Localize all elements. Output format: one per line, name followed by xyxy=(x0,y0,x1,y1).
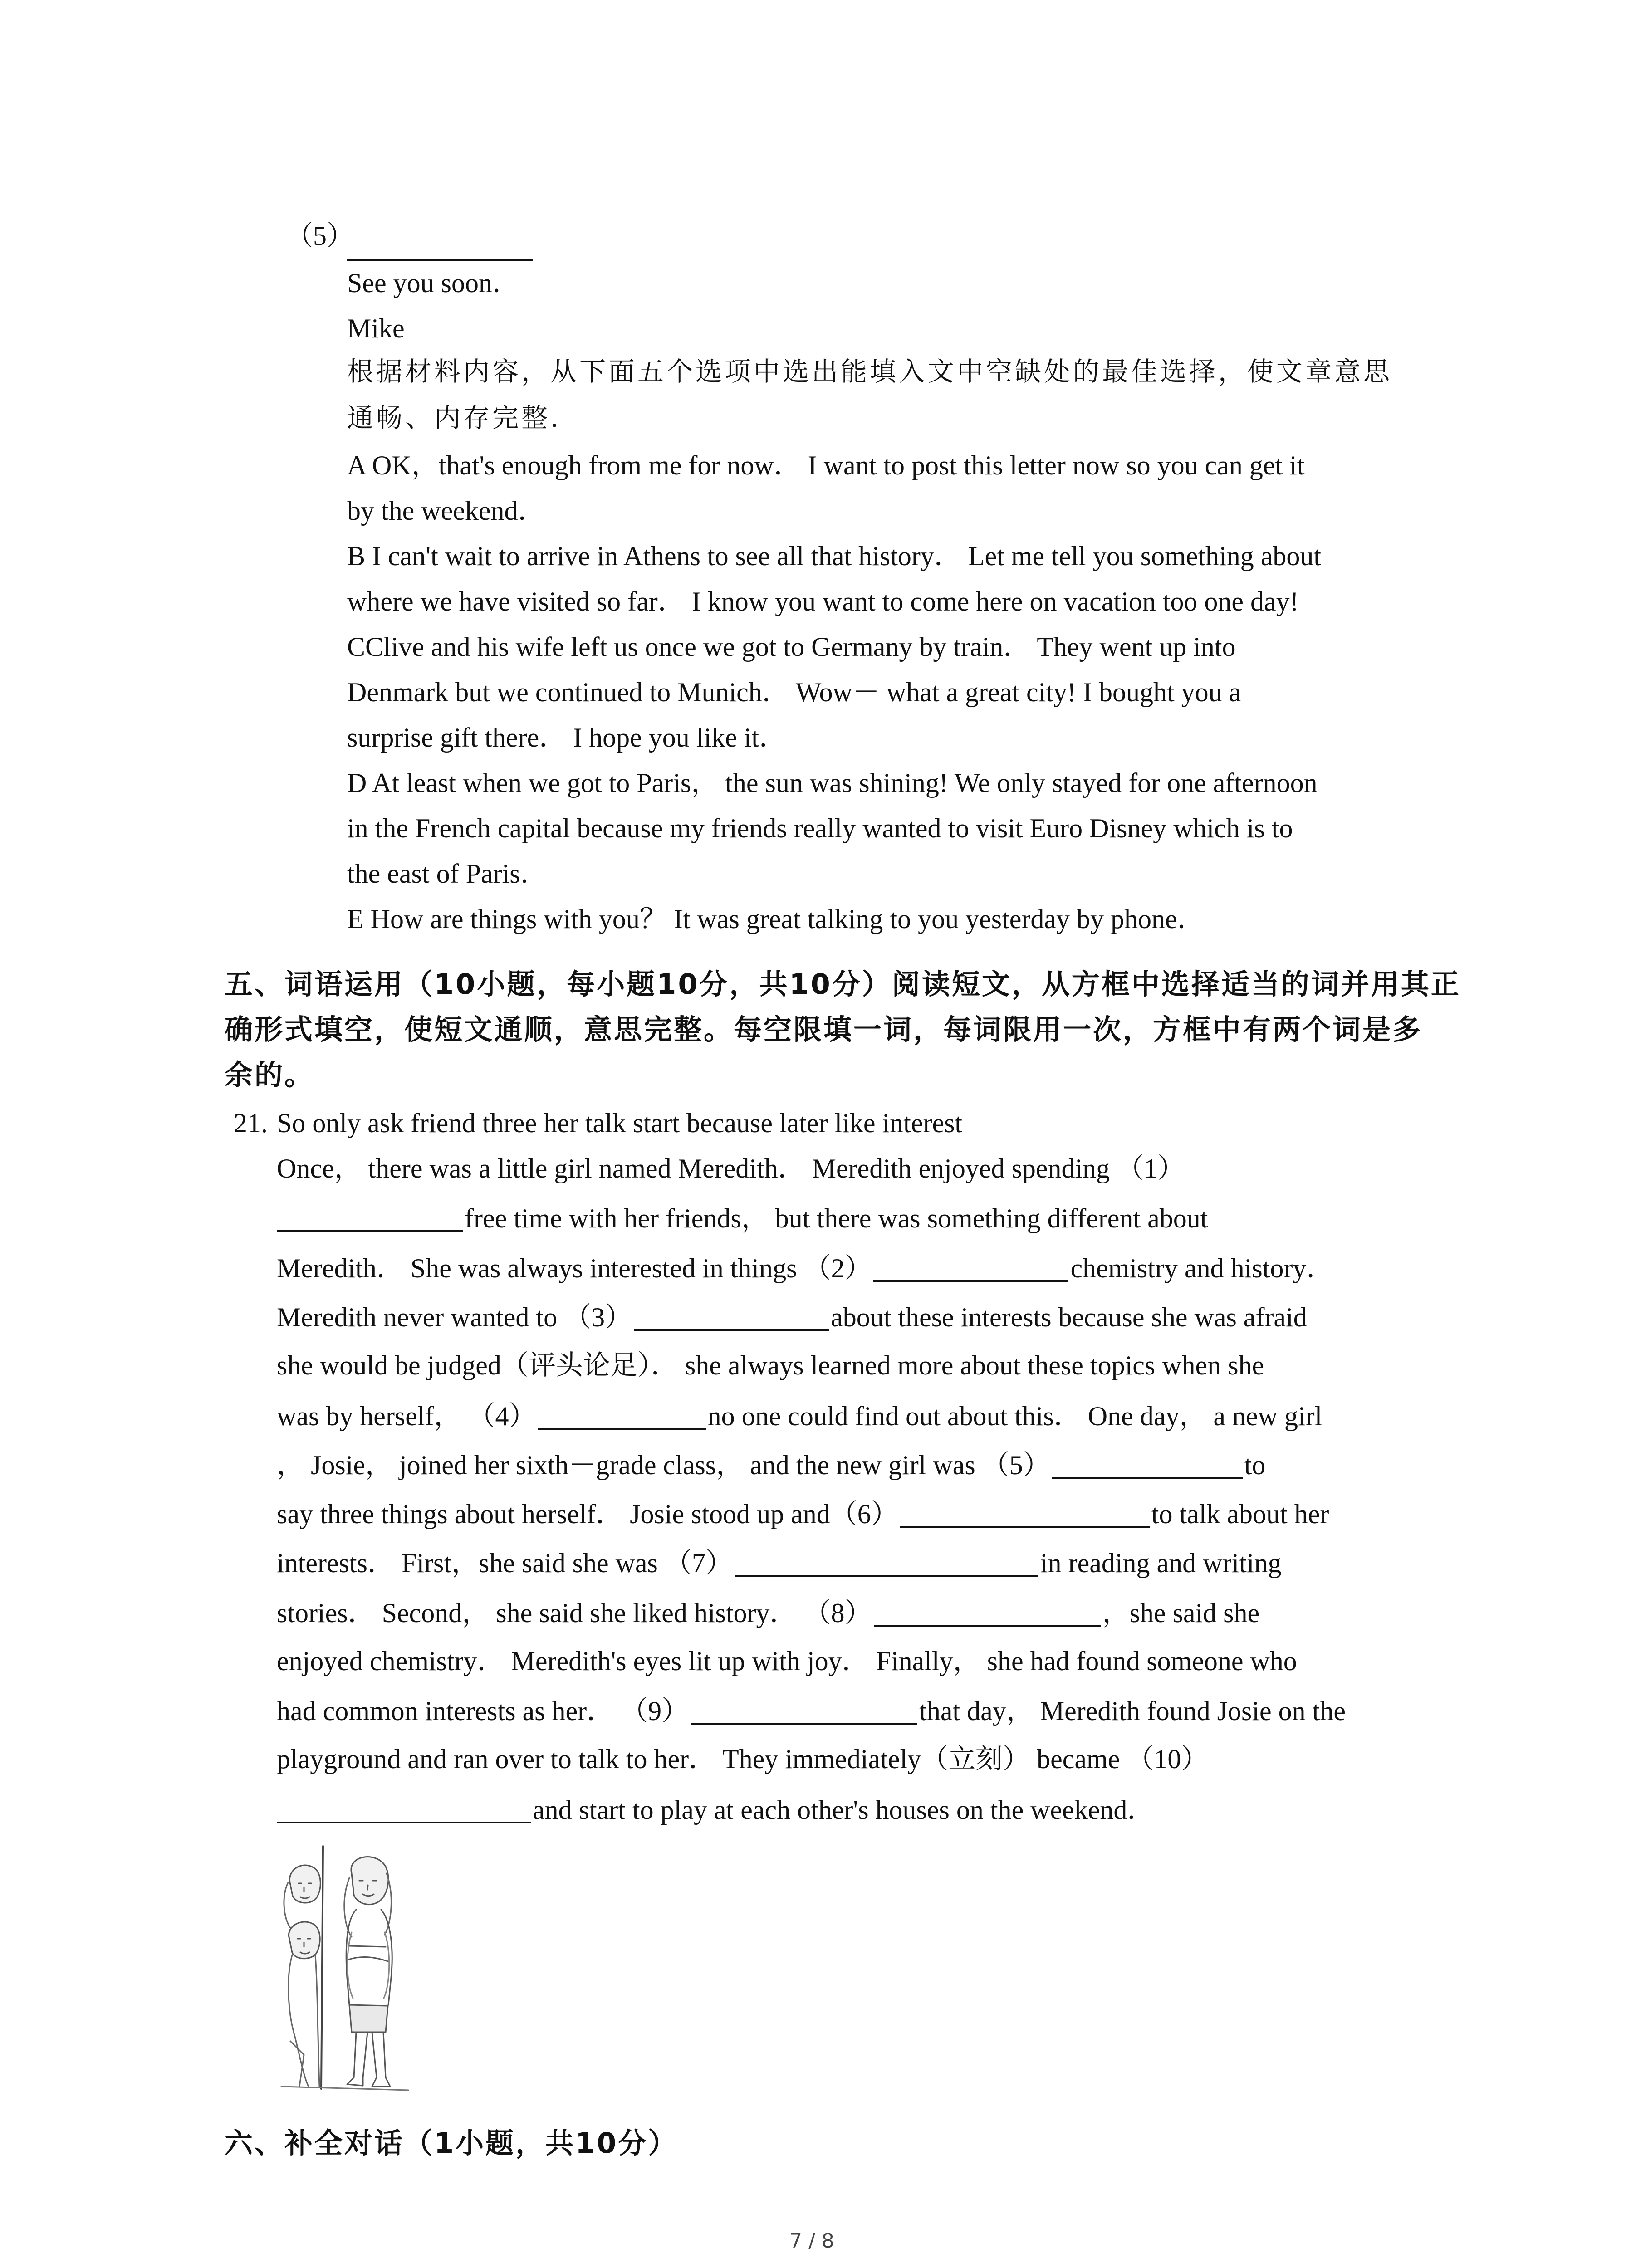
option-d-line-3: the east of Paris． xyxy=(347,859,548,889)
option-a-line-1: A OK，that's enough from me for now． I want to post this letter now so you can get it xyxy=(347,450,1305,480)
word-bank: So only ask friend three her talk start because later like interest xyxy=(277,1108,963,1138)
blank-10[interactable] xyxy=(277,1795,531,1823)
passage-line-12: had common interests as her． （9） that day， Meredith found Josie on the xyxy=(277,1696,1346,1726)
blank-5[interactable] xyxy=(1052,1451,1243,1479)
option-c-line-3: surprise gift there． I hope you like it． xyxy=(347,723,787,753)
blank-7[interactable] xyxy=(735,1549,1038,1577)
passage-line-6: was by herself， （4） no one could find out about this． One day， a new girl xyxy=(277,1401,1323,1431)
instruction-line-2: 通畅、内存完整． xyxy=(347,402,580,433)
passage-line-3: Meredith． She was always interested in things （2） chemistry and history． xyxy=(277,1253,1334,1283)
passage-line-10: stories． Second， she said she liked history． （8） ，she said she xyxy=(277,1598,1260,1628)
blank-3[interactable] xyxy=(634,1303,829,1331)
girls-sketch-illustration xyxy=(272,1842,417,2096)
blank-8[interactable] xyxy=(874,1598,1101,1627)
section5-heading-line-1: 五、词语运用（10小题，每小题10分，共10分）阅读短文，从方框中选择适当的词并用其正 xyxy=(225,968,1461,1001)
passage-line-5: she would be judged（评头论足）． she always learned more about these topics when she xyxy=(277,1350,1264,1380)
passage-line-1: Once， there was a little girl named Meredith． Meredith enjoyed spending （1） xyxy=(277,1154,1185,1183)
letter-signature: Mike xyxy=(347,313,405,343)
passage-line-4: Meredith never wanted to （3） about these interests because she was afraid xyxy=(277,1302,1307,1332)
option-c-line-2: Denmark but we continued to Munich． Wow－ what a great city! I bought you a xyxy=(347,677,1241,707)
page-number: 7 / 8 xyxy=(789,2229,834,2253)
passage-line-7: ， Josie， joined her sixth－grade class， and the new girl was （5） to xyxy=(277,1450,1266,1480)
option-a-line-2: by the weekend． xyxy=(347,496,545,526)
blank-4[interactable] xyxy=(538,1402,706,1430)
section5-heading-line-3: 余的。 xyxy=(225,1058,315,1091)
item-label-5: （5） xyxy=(286,221,354,251)
passage-line-9: interests． First，she said she was （7） in reading and writing xyxy=(277,1548,1282,1578)
letter-closing: See you soon． xyxy=(347,268,519,298)
passage-line-13: playground and ran over to talk to her． They immediately（立刻） became （10） xyxy=(277,1744,1209,1774)
option-b-line-2: where we have visited so far． I know you want to come here on vacation too one day! xyxy=(347,587,1299,616)
section5-heading-line-2: 确形式填空，使短文通顺，意思完整。每空限填一词，每词限用一次，方框中有两个词是多 xyxy=(225,1013,1423,1046)
passage-line-11: enjoyed chemistry． Meredith's eyes lit up with joy． Finally， she had found someone who xyxy=(277,1646,1297,1676)
option-b-line-1: B I can't wait to arrive in Athens to see all that history． Let me tell you something about xyxy=(347,541,1322,571)
option-d-line-2: in the French capital because my friends really wanted to visit Euro Disney which is to xyxy=(347,813,1293,843)
option-c-line-1: CClive and his wife left us once we got to Germany by train． They went up into xyxy=(347,632,1236,662)
section6-heading: 六、补全对话（1小题，共10分） xyxy=(225,2126,678,2160)
option-d-line-1: D At least when we got to Paris， the sun was shining! We only stayed for one afternoon xyxy=(347,768,1318,798)
option-e-line-1: E How are things with you？ It was great talking to you yesterday by phone． xyxy=(347,904,1205,934)
blank-6[interactable] xyxy=(900,1500,1150,1528)
answer-blank-5 xyxy=(347,259,533,261)
instruction-line-1: 根据材料内容，从下面五个选项中选出能填入文中空缺处的最佳选择，使文章意思 xyxy=(347,356,1393,387)
blank-1[interactable] xyxy=(277,1204,463,1232)
blank-2[interactable] xyxy=(873,1254,1068,1282)
question-number: 21. xyxy=(234,1108,268,1138)
passage-line-8: say three things about herself． Josie stood up and（6） to talk about her xyxy=(277,1499,1329,1529)
blank-9[interactable] xyxy=(691,1696,917,1725)
passage-line-14: and start to play at each other's houses on the weekend． xyxy=(277,1795,1154,1823)
passage-line-2: free time with her friends， but there was something different about xyxy=(277,1204,1208,1232)
